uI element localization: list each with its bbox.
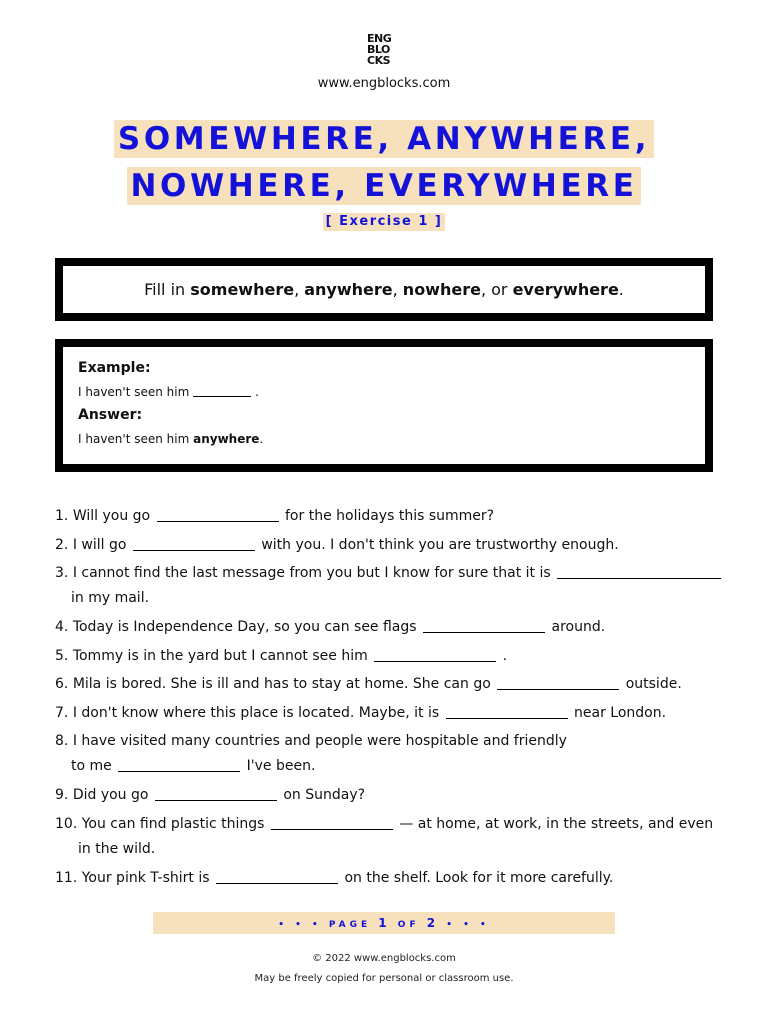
website-link[interactable]: www.engblocks.com [317, 76, 451, 91]
question-text: on Sunday? [283, 787, 366, 803]
question-number: 6. [55, 676, 69, 692]
question-number: 2. [55, 537, 69, 553]
question-text: near London. [574, 705, 667, 721]
question-8 [55, 733, 725, 774]
question-number: 3. [55, 565, 69, 581]
engblocks-logo [367, 33, 401, 66]
example-text: I haven't seen him [78, 385, 190, 399]
question-text: You can find plastic things [81, 816, 265, 832]
pager-of-word: OF [397, 920, 420, 930]
answer-word: anywhere [193, 432, 260, 446]
question-text: Your pink T-shirt is [81, 870, 210, 886]
answer-blank[interactable] [271, 817, 393, 830]
question-text: Will you go [72, 508, 151, 524]
instruction-sep: , [294, 280, 305, 299]
title-line-1 [0, 120, 768, 158]
question-text: Today is Independence Day, so you can see flags [72, 619, 417, 635]
question-5 [55, 648, 725, 664]
title-text-2: NOWHERE, EVERYWHERE [127, 167, 642, 205]
question-number: 4. [55, 619, 69, 635]
answer-sentence [78, 432, 705, 446]
instruction-sep: , [392, 280, 403, 299]
question-text: outside. [625, 676, 682, 692]
pager-total: 2 [426, 916, 440, 930]
question-number: 10. [55, 816, 78, 832]
answer-label: Answer: [78, 407, 143, 423]
question-number: 11. [55, 870, 78, 886]
exercise-label [0, 210, 768, 231]
answer-blank[interactable] [374, 649, 496, 662]
word-nowhere: nowhere [402, 280, 481, 299]
question-text: for the holidays this summer? [285, 508, 495, 524]
pager-page-word: PAGE [328, 920, 372, 930]
answer-blank[interactable] [157, 509, 279, 522]
question-11 [55, 870, 725, 886]
example-sentence [78, 385, 705, 399]
instruction-suffix: . [618, 280, 624, 299]
title-text-1: SOMEWHERE, ANYWHERE, [114, 120, 654, 158]
word-somewhere: somewhere [190, 280, 295, 299]
word-anywhere: anywhere [304, 280, 393, 299]
page-indicator [153, 912, 615, 934]
pager-dots: • • • [278, 920, 322, 930]
pager-dots: • • • [446, 920, 490, 930]
answer-blank[interactable] [133, 538, 255, 551]
question-text: I cannot find the last message from you but I know for sure that it is [72, 565, 551, 581]
question-10 [55, 816, 725, 857]
pager-current: 1 [378, 916, 391, 930]
logo-line-2: BLO [367, 43, 390, 56]
title-line-2 [0, 167, 768, 205]
question-continuation: in the wild. [78, 841, 156, 857]
word-everywhere: everywhere [512, 280, 619, 299]
instruction-prefix: Fill in [144, 280, 191, 299]
question-text: I've been. [246, 758, 316, 774]
question-text: Did you go [72, 787, 149, 803]
question-continuation: in my mail. [71, 590, 150, 606]
answer-end: . [259, 432, 264, 446]
question-text: Tommy is in the yard but I cannot see him [72, 648, 368, 664]
answer-blank[interactable] [216, 871, 338, 884]
question-text: on the shelf. Look for it more carefully. [344, 870, 614, 886]
answer-text: I haven't seen him [78, 432, 194, 446]
question-7 [55, 705, 725, 721]
example-blank [193, 387, 251, 397]
question-continuation [55, 758, 725, 774]
exercise-text: [ Exercise 1 ] [323, 213, 446, 231]
answer-blank[interactable] [557, 566, 721, 579]
question-text: I will go [72, 537, 127, 553]
question-2 [55, 537, 725, 553]
answer-blank[interactable] [155, 788, 277, 801]
usage-note: May be freely copied for personal or classroom use. [254, 973, 514, 984]
answer-blank[interactable] [423, 620, 545, 633]
question-9 [55, 787, 725, 803]
question-3 [55, 565, 725, 606]
question-1 [55, 508, 725, 524]
example-box [55, 339, 713, 472]
answer-blank[interactable] [497, 677, 619, 690]
example-end: . [255, 385, 259, 399]
question-number: 7. [55, 705, 69, 721]
instruction-box [55, 258, 713, 321]
answer-blank[interactable] [118, 759, 240, 772]
answer-blank[interactable] [446, 706, 568, 719]
question-text: around. [551, 619, 606, 635]
example-label: Example: [78, 360, 151, 376]
question-text: with you. I don't think you are trustworthy enough. [261, 537, 619, 553]
question-6 [55, 676, 725, 692]
question-number: 5. [55, 648, 69, 664]
question-text: to me [71, 758, 112, 774]
question-text: — at home, at work, in the streets, and even [399, 816, 714, 832]
question-text: Mila is bored. She is ill and has to stay at home. She can go [72, 676, 491, 692]
question-number: 1. [55, 508, 69, 524]
question-number: 8. [55, 733, 69, 749]
question-text: I don't know where this place is located. Maybe, it is [72, 705, 440, 721]
question-4 [55, 619, 725, 635]
question-text: I have visited many countries and people were hospitable and friendly [72, 733, 567, 749]
logo-line-3: CKS [367, 54, 391, 67]
instruction-sep: , or [480, 280, 513, 299]
question-number: 9. [55, 787, 69, 803]
logo-line-1: ENG [367, 32, 392, 45]
copyright: © 2022 www.engblocks.com [312, 953, 456, 964]
question-text: . [502, 648, 508, 664]
